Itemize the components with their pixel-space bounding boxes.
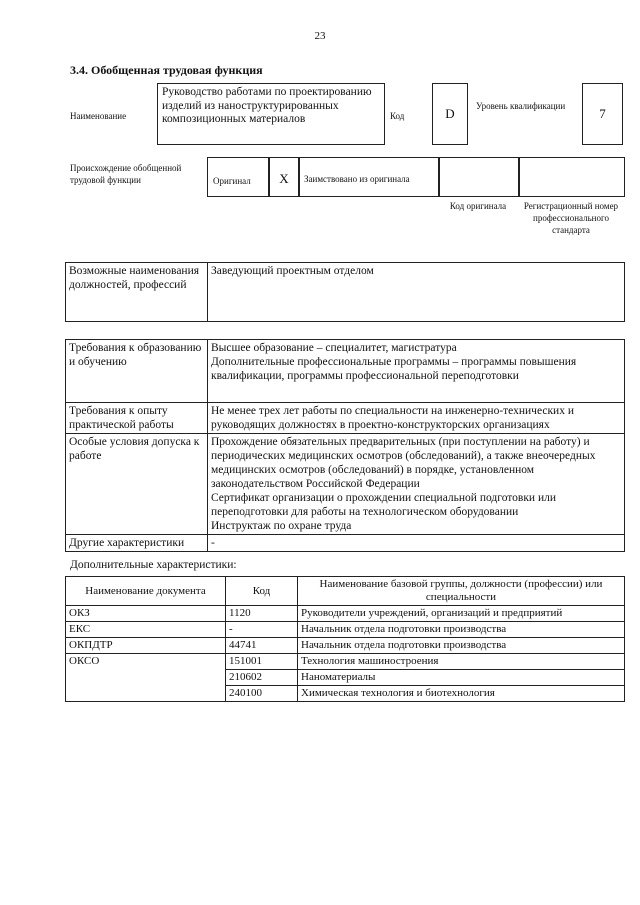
header-code: Код xyxy=(226,577,298,606)
doc-cell: ОКСО xyxy=(66,654,226,702)
table-row xyxy=(66,263,625,322)
positions-value: Заведующий проектным отделом xyxy=(208,263,625,322)
qualification-level-box: 7 xyxy=(582,83,623,145)
borrowed-cell: Заимствовано из оригинала xyxy=(299,157,439,197)
admission-line: Прохождение обязательных предварительных (при поступлении на работу) и периодических медицинских осмотров (обследований), а также внеочередных медицинских осмотров (обследований) в порядке, установленном законодательством Российской Федерации xyxy=(211,436,596,490)
header-document: Наименование документа xyxy=(66,577,226,606)
table-row xyxy=(66,340,625,403)
code-cell: 210602 xyxy=(226,670,298,686)
admission-line: Инструктаж по охране труда xyxy=(211,520,352,532)
code-label: Код xyxy=(390,111,405,121)
original-mark: X xyxy=(269,157,299,197)
function-code-box: D xyxy=(432,83,468,145)
name-cell: Химическая технология и биотехнология xyxy=(298,686,625,702)
code-cell: 44741 xyxy=(226,638,298,654)
section-title: 3.4. Обобщенная трудовая функция xyxy=(70,63,263,77)
name-cell: Руководители учреждений, организаций и предприятий xyxy=(298,606,625,622)
code-cell: 1120 xyxy=(226,606,298,622)
doc-cell: ЕКС xyxy=(66,622,226,638)
other-label: Другие характеристики xyxy=(66,535,208,552)
extra-title: Дополнительные характеристики: xyxy=(70,559,237,571)
original-code-cell xyxy=(439,157,519,197)
table-row xyxy=(66,622,625,638)
original-code-caption: Код оригинала xyxy=(449,201,507,211)
doc-cell: ОКЗ xyxy=(66,606,226,622)
header-name: Наименование базовой группы, должности (профессии) или специальности xyxy=(298,577,625,606)
table-row xyxy=(66,638,625,654)
page-number: 23 xyxy=(314,30,326,42)
origin-row xyxy=(207,157,625,197)
origin-label: Происхождение обобщенной трудовой функции xyxy=(70,163,182,185)
extra-table xyxy=(65,576,625,702)
table-row xyxy=(66,535,625,552)
table-row xyxy=(66,403,625,434)
table-row xyxy=(66,654,625,670)
education-value xyxy=(208,340,625,403)
table-header-row xyxy=(66,577,625,606)
experience-label: Требования к опыту практической работы xyxy=(66,403,208,434)
admission-label: Особые условия допуска к работе xyxy=(66,434,208,535)
code-cell: - xyxy=(226,622,298,638)
original-cell: Оригинал xyxy=(207,157,269,197)
admission-value xyxy=(208,434,625,535)
level-label: Уровень квалификации xyxy=(476,101,566,111)
requirements-table xyxy=(65,339,625,552)
function-name-box: Руководство работами по проектированию изделий из наноструктурированных композиционных материалов xyxy=(157,83,385,145)
admission-line: Сертификат организации о прохождении специальной подготовки или переподготовки для работы на технологическом оборудовании xyxy=(211,492,557,518)
name-cell: Начальник отдела подготовки производства xyxy=(298,638,625,654)
positions-table xyxy=(65,262,625,322)
name-cell: Наноматериалы xyxy=(298,670,625,686)
education-label: Требования к образованию и обучению xyxy=(66,340,208,403)
code-cell: 240100 xyxy=(226,686,298,702)
experience-value: Не менее трех лет работы по специальности на инженерно-технических и руководящих должностях в проектно-конструкторских организациях xyxy=(208,403,625,434)
education-line: Высшее образование – специалитет, магистратура xyxy=(211,342,457,354)
doc-cell: ОКПДТР xyxy=(66,638,226,654)
name-cell: Технология машиностроения xyxy=(298,654,625,670)
other-value: - xyxy=(208,535,625,552)
registration-number-caption: Регистрационный номер профессионального стандарта xyxy=(523,201,619,235)
name-label: Наименование xyxy=(70,111,127,121)
education-line: Дополнительные профессиональные программы – программы повышения квалификации, программы профессиональной переподготовки xyxy=(211,356,577,382)
registration-number-cell xyxy=(519,157,625,197)
name-cell: Начальник отдела подготовки производства xyxy=(298,622,625,638)
table-row xyxy=(66,434,625,535)
code-cell: 151001 xyxy=(226,654,298,670)
table-row xyxy=(66,606,625,622)
positions-label: Возможные наименования должностей, профессий xyxy=(66,263,208,322)
